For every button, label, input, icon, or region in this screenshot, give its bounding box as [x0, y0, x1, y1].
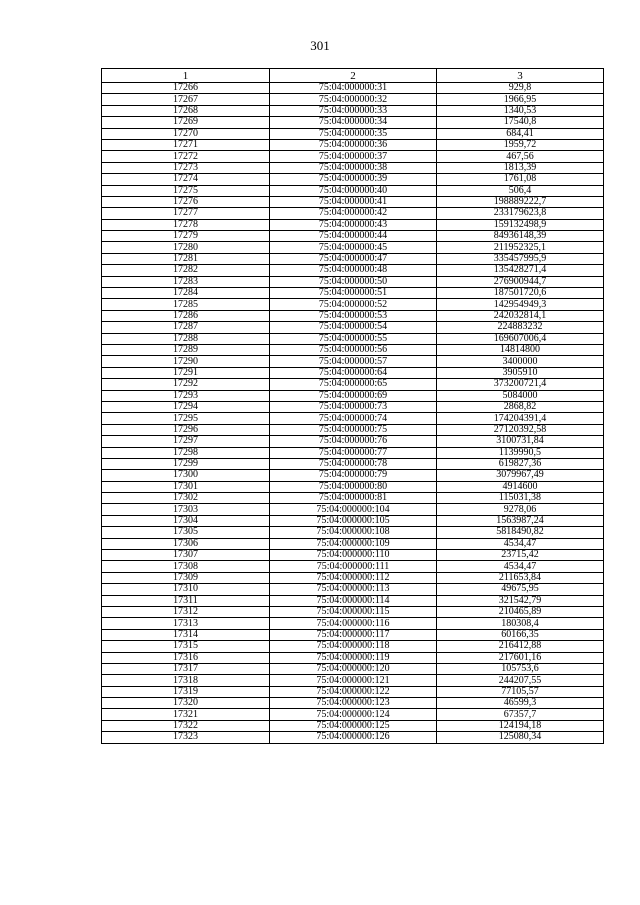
value-cell: 3905910 [437, 367, 604, 378]
cadastral-number-cell: 75:04:000000:75 [270, 424, 437, 435]
table-row [102, 458, 604, 469]
value-cell: 5084000 [437, 390, 604, 401]
value-cell: 159132498,9 [437, 219, 604, 230]
data-table [101, 68, 604, 744]
row-number-cell: 17276 [102, 196, 270, 207]
value-cell: 4534,47 [437, 561, 604, 572]
row-number-cell: 17315 [102, 641, 270, 652]
cadastral-number-cell: 75:04:000000:53 [270, 310, 437, 321]
table-row [102, 196, 604, 207]
row-number-cell: 17280 [102, 242, 270, 253]
table-row [102, 174, 604, 185]
cadastral-number-cell: 75:04:000000:35 [270, 128, 437, 139]
cadastral-number-cell: 75:04:000000:121 [270, 675, 437, 686]
value-cell: 335457995,9 [437, 253, 604, 264]
value-cell: 115031,38 [437, 493, 604, 504]
table-row [102, 641, 604, 652]
table-row [102, 675, 604, 686]
table-row [102, 322, 604, 333]
row-number-cell: 17321 [102, 709, 270, 720]
cadastral-number-cell: 75:04:000000:111 [270, 561, 437, 572]
value-cell: 1761,08 [437, 174, 604, 185]
row-number-cell: 17279 [102, 231, 270, 242]
cadastral-number-cell: 75:04:000000:78 [270, 458, 437, 469]
row-number-cell: 17292 [102, 379, 270, 390]
row-number-cell: 17316 [102, 652, 270, 663]
table-row [102, 299, 604, 310]
cadastral-number-cell: 75:04:000000:104 [270, 504, 437, 515]
row-number-cell: 17322 [102, 720, 270, 731]
value-cell: 3400000 [437, 356, 604, 367]
value-cell: 84936148,39 [437, 231, 604, 242]
table-row [102, 584, 604, 595]
row-number-cell: 17291 [102, 367, 270, 378]
value-cell: 198889222,7 [437, 196, 604, 207]
cadastral-number-cell: 75:04:000000:31 [270, 83, 437, 94]
value-cell: 67357,7 [437, 709, 604, 720]
cadastral-number-cell: 75:04:000000:54 [270, 322, 437, 333]
cadastral-number-cell: 75:04:000000:38 [270, 162, 437, 173]
row-number-cell: 17295 [102, 413, 270, 424]
row-number-cell: 17299 [102, 458, 270, 469]
cadastral-number-cell: 75:04:000000:105 [270, 515, 437, 526]
value-cell: 17540,8 [437, 117, 604, 128]
table-row [102, 310, 604, 321]
cadastral-number-cell: 75:04:000000:65 [270, 379, 437, 390]
value-cell: 142954949,3 [437, 299, 604, 310]
table-row [102, 515, 604, 526]
table-row [102, 595, 604, 606]
cadastral-number-cell: 75:04:000000:116 [270, 618, 437, 629]
value-cell: 217601,16 [437, 652, 604, 663]
row-number-cell: 17296 [102, 424, 270, 435]
row-number-cell: 17311 [102, 595, 270, 606]
row-number-cell: 17323 [102, 732, 270, 743]
table-row [102, 470, 604, 481]
page-number: 301 [310, 38, 330, 53]
cadastral-number-cell: 75:04:000000:112 [270, 572, 437, 583]
row-number-cell: 17305 [102, 527, 270, 538]
row-number-cell: 17273 [102, 162, 270, 173]
table-row [102, 572, 604, 583]
table-row [102, 344, 604, 355]
row-number-cell: 17301 [102, 481, 270, 492]
cadastral-number-cell: 75:04:000000:120 [270, 663, 437, 674]
row-number-cell: 17282 [102, 265, 270, 276]
row-number-cell: 17266 [102, 83, 270, 94]
table-row [102, 219, 604, 230]
cadastral-number-cell: 75:04:000000:51 [270, 288, 437, 299]
cadastral-number-cell: 75:04:000000:45 [270, 242, 437, 253]
table-row [102, 162, 604, 173]
value-cell: 49675,95 [437, 584, 604, 595]
table-row [102, 253, 604, 264]
cadastral-number-cell: 75:04:000000:36 [270, 139, 437, 150]
table-row [102, 527, 604, 538]
row-number-cell: 17312 [102, 606, 270, 617]
table-row [102, 333, 604, 344]
value-cell: 2868,82 [437, 401, 604, 412]
cadastral-number-cell: 75:04:000000:79 [270, 470, 437, 481]
table-row [102, 83, 604, 94]
cadastral-number-cell: 75:04:000000:125 [270, 720, 437, 731]
row-number-cell: 17290 [102, 356, 270, 367]
value-cell: 276900944,7 [437, 276, 604, 287]
value-cell: 211653,84 [437, 572, 604, 583]
cadastral-number-cell: 75:04:000000:115 [270, 606, 437, 617]
value-cell: 14814800 [437, 344, 604, 355]
table-row [102, 94, 604, 105]
value-cell: 3079967,49 [437, 470, 604, 481]
value-cell: 4914600 [437, 481, 604, 492]
value-cell: 60166,35 [437, 629, 604, 640]
row-number-cell: 17272 [102, 151, 270, 162]
table-row [102, 686, 604, 697]
cadastral-number-cell: 75:04:000000:69 [270, 390, 437, 401]
value-cell: 46599,3 [437, 698, 604, 709]
cadastral-number-cell: 75:04:000000:77 [270, 447, 437, 458]
value-cell: 135428271,4 [437, 265, 604, 276]
row-number-cell: 17307 [102, 550, 270, 561]
table-row [102, 117, 604, 128]
table-row [102, 379, 604, 390]
cadastral-number-cell: 75:04:000000:80 [270, 481, 437, 492]
row-number-cell: 17270 [102, 128, 270, 139]
cadastral-number-cell: 75:04:000000:43 [270, 219, 437, 230]
cadastral-number-cell: 75:04:000000:114 [270, 595, 437, 606]
value-cell: 1959,72 [437, 139, 604, 150]
value-cell: 467,56 [437, 151, 604, 162]
table-row [102, 504, 604, 515]
cadastral-number-cell: 75:04:000000:110 [270, 550, 437, 561]
cadastral-number-cell: 75:04:000000:33 [270, 105, 437, 116]
table-row [102, 493, 604, 504]
value-cell: 169607006,4 [437, 333, 604, 344]
table-row [102, 732, 604, 743]
table-row [102, 367, 604, 378]
cadastral-number-cell: 75:04:000000:52 [270, 299, 437, 310]
value-cell: 619827,36 [437, 458, 604, 469]
value-cell: 929,8 [437, 83, 604, 94]
value-cell: 224883232 [437, 322, 604, 333]
row-number-cell: 17275 [102, 185, 270, 196]
cadastral-number-cell: 75:04:000000:117 [270, 629, 437, 640]
table-row [102, 606, 604, 617]
row-number-cell: 17287 [102, 322, 270, 333]
value-cell: 684,41 [437, 128, 604, 139]
cadastral-number-cell: 75:04:000000:41 [270, 196, 437, 207]
cadastral-number-cell: 75:04:000000:42 [270, 208, 437, 219]
cadastral-number-cell: 75:04:000000:119 [270, 652, 437, 663]
row-number-cell: 17300 [102, 470, 270, 481]
value-cell: 125080,34 [437, 732, 604, 743]
value-cell: 244207,55 [437, 675, 604, 686]
row-number-cell: 17268 [102, 105, 270, 116]
cadastral-number-cell: 75:04:000000:123 [270, 698, 437, 709]
table-row [102, 481, 604, 492]
value-cell: 180308,4 [437, 618, 604, 629]
value-cell: 187501720,6 [437, 288, 604, 299]
value-cell: 210465,89 [437, 606, 604, 617]
row-number-cell: 17303 [102, 504, 270, 515]
table-body [102, 83, 604, 744]
row-number-cell: 17302 [102, 493, 270, 504]
table-row [102, 447, 604, 458]
table-row [102, 652, 604, 663]
table-row [102, 242, 604, 253]
row-number-cell: 17314 [102, 629, 270, 640]
cadastral-number-cell: 75:04:000000:32 [270, 94, 437, 105]
cadastral-number-cell: 75:04:000000:44 [270, 231, 437, 242]
row-number-cell: 17306 [102, 538, 270, 549]
table-row [102, 436, 604, 447]
table-row [102, 151, 604, 162]
cadastral-number-cell: 75:04:000000:37 [270, 151, 437, 162]
cadastral-number-cell: 75:04:000000:108 [270, 527, 437, 538]
cadastral-number-cell: 75:04:000000:73 [270, 401, 437, 412]
table-row [102, 618, 604, 629]
row-number-cell: 17277 [102, 208, 270, 219]
cadastral-number-cell: 75:04:000000:76 [270, 436, 437, 447]
row-number-cell: 17309 [102, 572, 270, 583]
row-number-cell: 17271 [102, 139, 270, 150]
cadastral-number-cell: 75:04:000000:40 [270, 185, 437, 196]
column-header-1: 1 [102, 69, 270, 83]
row-number-cell: 17320 [102, 698, 270, 709]
value-cell: 506,4 [437, 185, 604, 196]
table-row [102, 139, 604, 150]
row-number-cell: 17308 [102, 561, 270, 572]
cadastral-number-cell: 75:04:000000:57 [270, 356, 437, 367]
value-cell: 3100731,84 [437, 436, 604, 447]
table-row [102, 720, 604, 731]
value-cell: 1813,39 [437, 162, 604, 173]
cadastral-number-cell: 75:04:000000:126 [270, 732, 437, 743]
row-number-cell: 17281 [102, 253, 270, 264]
value-cell: 5818490,82 [437, 527, 604, 538]
cadastral-number-cell: 75:04:000000:56 [270, 344, 437, 355]
table-row [102, 663, 604, 674]
table-row [102, 288, 604, 299]
row-number-cell: 17285 [102, 299, 270, 310]
table-row [102, 550, 604, 561]
table-row [102, 413, 604, 424]
table-row [102, 231, 604, 242]
value-cell: 1563987,24 [437, 515, 604, 526]
value-cell: 1966,95 [437, 94, 604, 105]
row-number-cell: 17297 [102, 436, 270, 447]
value-cell: 1340,53 [437, 105, 604, 116]
value-cell: 373200721,4 [437, 379, 604, 390]
row-number-cell: 17318 [102, 675, 270, 686]
row-number-cell: 17278 [102, 219, 270, 230]
table-row [102, 561, 604, 572]
table-row [102, 128, 604, 139]
row-number-cell: 17283 [102, 276, 270, 287]
column-header-3: 3 [437, 69, 604, 83]
row-number-cell: 17289 [102, 344, 270, 355]
row-number-cell: 17317 [102, 663, 270, 674]
cadastral-number-cell: 75:04:000000:124 [270, 709, 437, 720]
table-row [102, 265, 604, 276]
value-cell: 321542,79 [437, 595, 604, 606]
value-cell: 77105,57 [437, 686, 604, 697]
row-number-cell: 17313 [102, 618, 270, 629]
table-row [102, 629, 604, 640]
cadastral-number-cell: 75:04:000000:122 [270, 686, 437, 697]
cadastral-number-cell: 75:04:000000:47 [270, 253, 437, 264]
value-cell: 4534,47 [437, 538, 604, 549]
value-cell: 216412,88 [437, 641, 604, 652]
row-number-cell: 17284 [102, 288, 270, 299]
cadastral-number-cell: 75:04:000000:55 [270, 333, 437, 344]
table-row [102, 185, 604, 196]
cadastral-number-cell: 75:04:000000:74 [270, 413, 437, 424]
cadastral-number-cell: 75:04:000000:113 [270, 584, 437, 595]
value-cell: 242032814,1 [437, 310, 604, 321]
cadastral-number-cell: 75:04:000000:64 [270, 367, 437, 378]
row-number-cell: 17286 [102, 310, 270, 321]
row-number-cell: 17319 [102, 686, 270, 697]
table-row [102, 390, 604, 401]
table-row [102, 105, 604, 116]
row-number-cell: 17293 [102, 390, 270, 401]
row-number-cell: 17267 [102, 94, 270, 105]
row-number-cell: 17298 [102, 447, 270, 458]
table-row [102, 208, 604, 219]
table-row [102, 401, 604, 412]
cadastral-number-cell: 75:04:000000:50 [270, 276, 437, 287]
column-header-2: 2 [270, 69, 437, 83]
cadastral-number-cell: 75:04:000000:34 [270, 117, 437, 128]
cadastral-number-cell: 75:04:000000:109 [270, 538, 437, 549]
value-cell: 174204391,4 [437, 413, 604, 424]
table-row [102, 709, 604, 720]
row-number-cell: 17294 [102, 401, 270, 412]
cadastral-number-cell: 75:04:000000:39 [270, 174, 437, 185]
value-cell: 1139990,5 [437, 447, 604, 458]
table-row [102, 538, 604, 549]
table-row [102, 424, 604, 435]
table-row [102, 698, 604, 709]
table-row [102, 356, 604, 367]
value-cell: 27120392,58 [437, 424, 604, 435]
row-number-cell: 17288 [102, 333, 270, 344]
value-cell: 23715,42 [437, 550, 604, 561]
row-number-cell: 17304 [102, 515, 270, 526]
table-header-row [102, 69, 604, 83]
cadastral-number-cell: 75:04:000000:81 [270, 493, 437, 504]
value-cell: 124194,18 [437, 720, 604, 731]
row-number-cell: 17274 [102, 174, 270, 185]
cadastral-number-cell: 75:04:000000:118 [270, 641, 437, 652]
row-number-cell: 17310 [102, 584, 270, 595]
value-cell: 105753,6 [437, 663, 604, 674]
table-row [102, 276, 604, 287]
value-cell: 233179623,8 [437, 208, 604, 219]
value-cell: 211952325,1 [437, 242, 604, 253]
cadastral-number-cell: 75:04:000000:48 [270, 265, 437, 276]
value-cell: 9278,06 [437, 504, 604, 515]
row-number-cell: 17269 [102, 117, 270, 128]
